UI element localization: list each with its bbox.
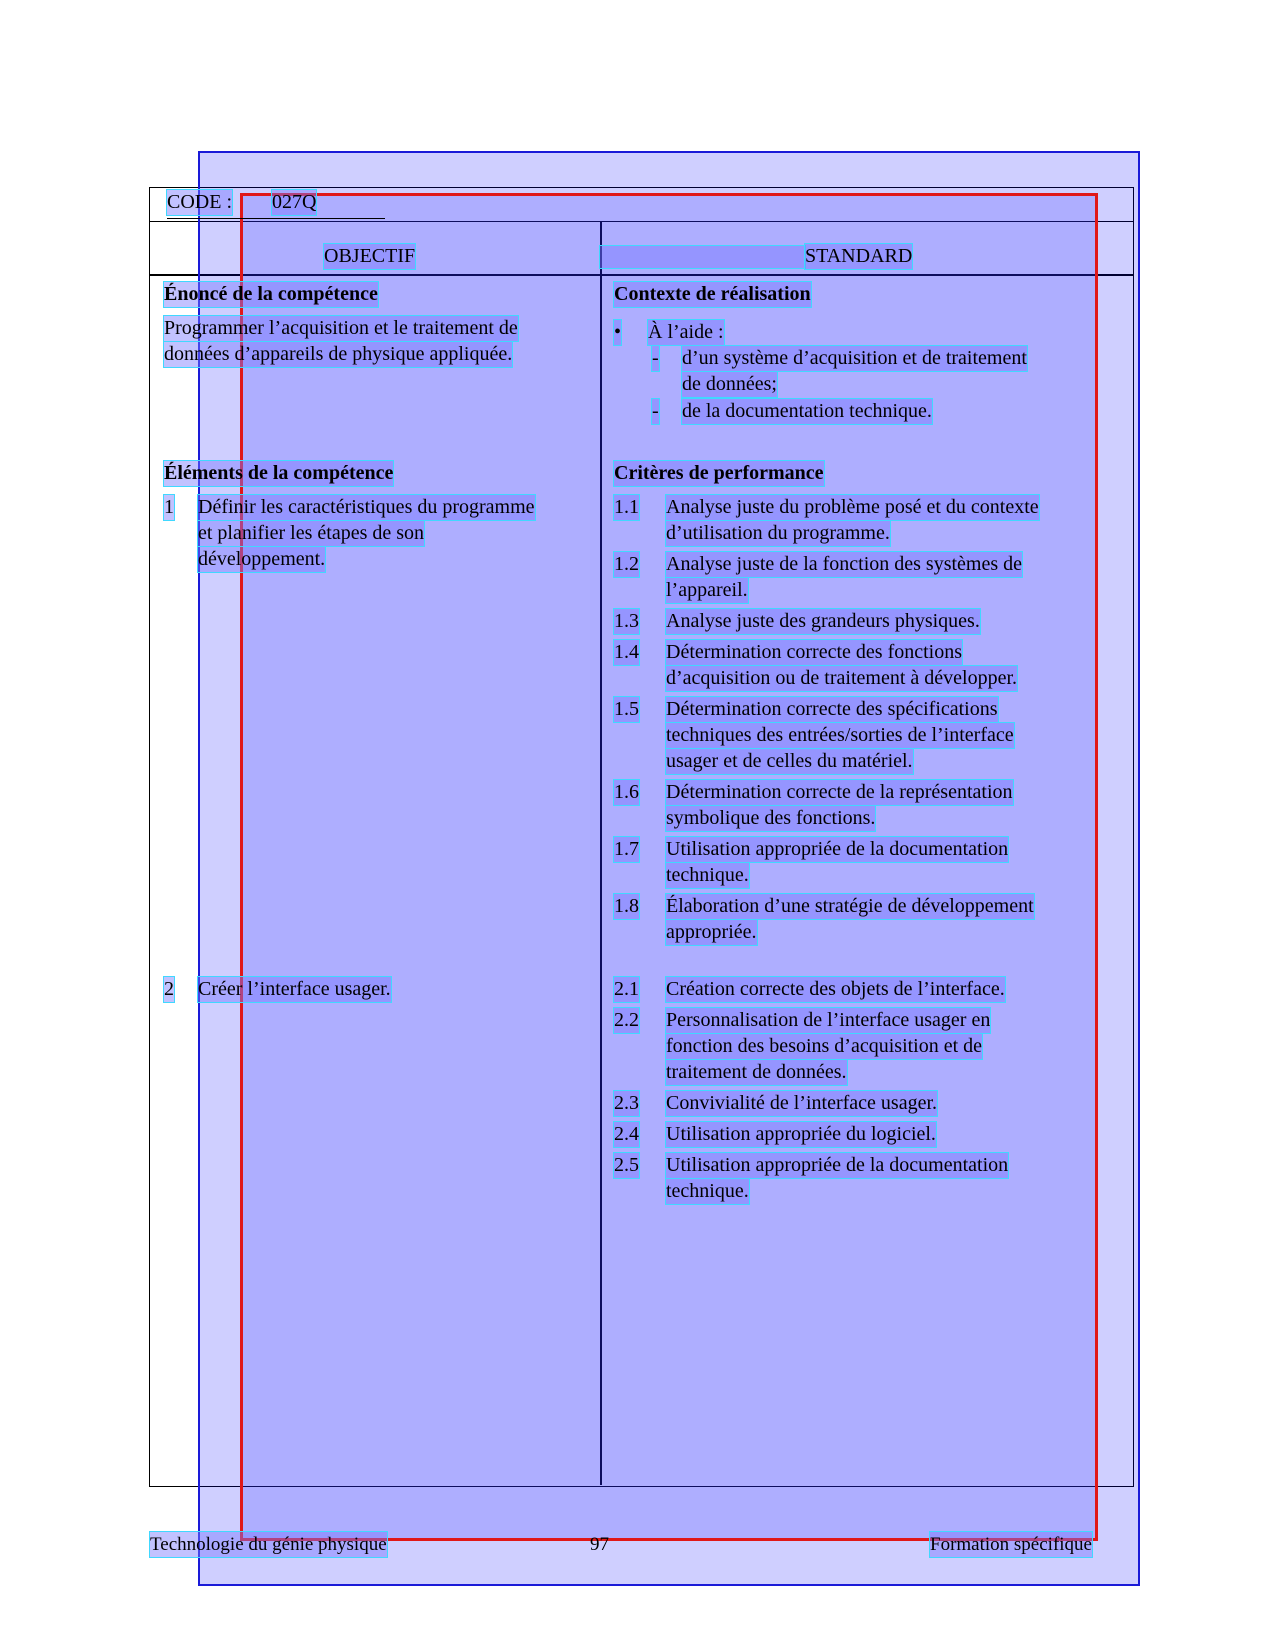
critere-line: fonction des besoins d’acquisition et de: [666, 1035, 983, 1057]
code-label: CODE :: [167, 191, 232, 213]
contexte-item-1-line-2: de données;: [682, 373, 777, 395]
critere-line: Élaboration d’une stratégie de développement: [666, 895, 1034, 917]
enonce-line-1: Programmer l’acquisition et le traitement de: [164, 317, 518, 339]
contexte-heading: Contexte de réalisation: [614, 283, 811, 305]
footer-left: Technologie du génie physique: [150, 1534, 387, 1555]
critere-line: Convivialité de l’interface usager.: [666, 1092, 938, 1114]
critere-number: 2.2: [614, 1009, 639, 1031]
critere-line: technique.: [666, 1180, 749, 1202]
critere-number: 1.6: [614, 781, 639, 803]
critere-line: appropriée.: [666, 921, 757, 943]
critere-line: Détermination correcte des spécifications: [666, 698, 998, 720]
contexte-aide: À l’aide :: [648, 321, 724, 343]
critere-line: Création correcte des objets de l’interface.: [666, 978, 1005, 1000]
critere-line: techniques des entrées/sorties de l’interface: [666, 724, 1014, 746]
element-1-line-2: et planifier les étapes de son: [198, 522, 425, 544]
element-1-number: 1: [164, 496, 174, 518]
code-value: 027Q: [272, 191, 317, 213]
critere-line: symbolique des fonctions.: [666, 807, 876, 829]
column-header-standard: STANDARD: [805, 245, 913, 267]
critere-number: 1.4: [614, 641, 639, 663]
critere-line: Détermination correcte de la représentation: [666, 781, 1013, 803]
critere-line: Analyse juste de la fonction des systèmes de: [666, 553, 1023, 575]
critere-number: 2.3: [614, 1092, 639, 1114]
contexte-item-1-line-1: d’un système d’acquisition et de traitement: [682, 347, 1027, 369]
critere-number: 2.5: [614, 1154, 639, 1176]
enonce-line-2: données d’appareils de physique appliquée.: [164, 343, 513, 365]
contexte-item-2: de la documentation technique.: [682, 400, 932, 422]
enonce-heading: Énoncé de la compétence: [164, 283, 378, 305]
critere-line: d’acquisition ou de traitement à développer.: [666, 667, 1017, 689]
critere-line: l’appareil.: [666, 579, 748, 601]
critere-line: Utilisation appropriée de la documentation: [666, 1154, 1009, 1176]
critere-line: Détermination correcte des fonctions: [666, 641, 962, 663]
column-header-objectif: OBJECTIF: [324, 245, 416, 267]
critere-line: d’utilisation du programme.: [666, 522, 890, 544]
critere-number: 2.1: [614, 978, 639, 1000]
contexte-dash-1: -: [652, 347, 659, 369]
table-left-border: [149, 187, 150, 1487]
critere-number: 2.4: [614, 1123, 639, 1145]
critere-line: Analyse juste des grandeurs physiques.: [666, 610, 980, 632]
critere-number: 1.3: [614, 610, 639, 632]
elements-heading: Éléments de la compétence: [164, 462, 394, 484]
critere-number: 1.2: [614, 553, 639, 575]
element-2-number: 2: [164, 978, 174, 1000]
critere-line: Personnalisation de l’interface usager en: [666, 1009, 991, 1031]
critere-number: 1.5: [614, 698, 639, 720]
code-underline: [167, 218, 385, 219]
element-2-line-1: Créer l’interface usager.: [198, 978, 391, 1000]
footer-right: Formation spécifique: [930, 1534, 1092, 1555]
contexte-bullet: •: [614, 321, 622, 343]
critere-line: Analyse juste du problème posé et du contexte: [666, 496, 1039, 518]
critere-number: 1.7: [614, 838, 639, 860]
contexte-dash-2: -: [652, 400, 659, 422]
critere-number: 1.8: [614, 895, 639, 917]
critere-line: Utilisation appropriée de la documentation: [666, 838, 1009, 860]
critere-number: 1.1: [614, 496, 639, 518]
criteres-heading: Critères de performance: [614, 462, 824, 484]
header-bar: [600, 246, 805, 268]
critere-line: usager et de celles du matériel.: [666, 750, 913, 772]
critere-line: traitement de données.: [666, 1061, 847, 1083]
critere-line: technique.: [666, 864, 749, 886]
element-1-line-3: développement.: [198, 548, 326, 570]
footer-page-number: 97: [590, 1534, 609, 1555]
critere-line: Utilisation appropriée du logiciel.: [666, 1123, 936, 1145]
element-1-line-1: Définir les caractéristiques du programme: [198, 496, 535, 518]
